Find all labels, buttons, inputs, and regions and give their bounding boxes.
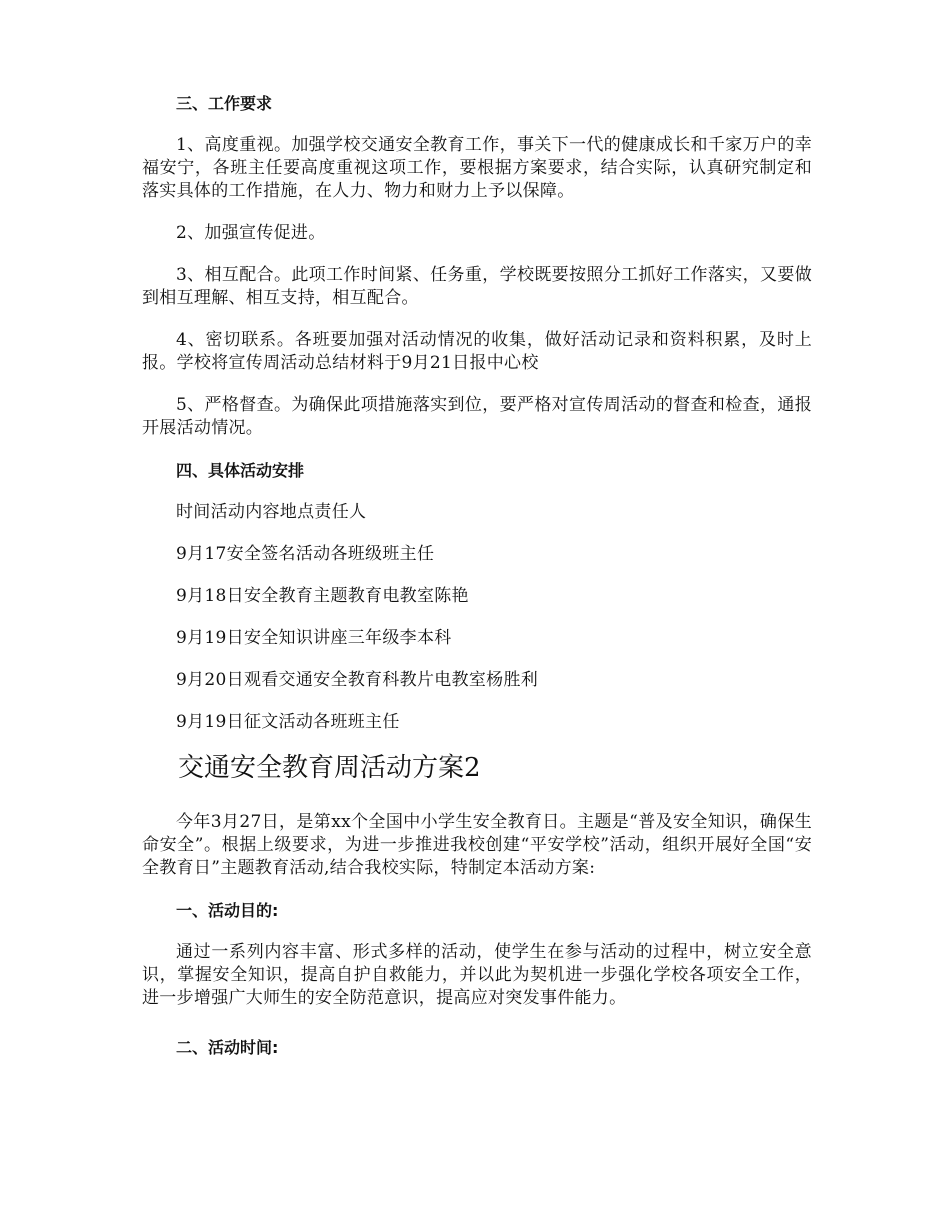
paragraph-item-1: 1、高度重视。加强学校交通安全教育工作，事关下一代的健康成长和千家万户的幸福安宁，各班主任要高度重视这项工作，要根据方案要求，结合实际，认真研究制定和落实具体的工作措施，在人力、物力和财力上予以保障。 <box>142 135 812 201</box>
schedule-header-line: 时间活动内容地点责任人 <box>176 502 367 522</box>
paragraph-item-2: 2、加强宣传促进。 <box>176 223 326 243</box>
document-page <box>142 92 812 1059</box>
paragraph-item-3: 3、相互配合。此项工作时间紧、任务重，学校既要按照分工抓好工作落实，又要做到相互理解、相互支持，相互配合。 <box>142 265 812 308</box>
schedule-line: 9月17安全签名活动各班级班主任 <box>176 544 435 564</box>
section-heading-requirements: 三、工作要求 <box>176 94 273 113</box>
section-heading-time: 二、活动时间: <box>176 1038 279 1057</box>
schedule-line: 9月19日征文活动各班班主任 <box>176 712 400 732</box>
section-heading-schedule: 四、具体活动安排 <box>176 461 305 480</box>
paragraph-item-4: 4、密切联系。各班要加强对活动情况的收集，做好活动记录和资料积累，及时上报。学校将宣传周活动总结材料于9月21日报中心校 <box>142 330 812 373</box>
section-heading-goal: 一、活动目的: <box>176 901 279 920</box>
schedule-line: 9月20日观看交通安全教育科教片电教室杨胜利 <box>176 670 539 690</box>
intro-paragraph: 今年3月27日，是第xx个全国中小学生安全教育日。主题是“普及安全知识，确保生命安全”。根据上级要求，为进一步推进我校创建“平安学校”活动，组织开展好全国“安全教育日”主题教育活动,结合我校实际，特制定本活动方案: <box>142 812 812 878</box>
goal-paragraph: 通过一系列内容丰富、形式多样的活动，使学生在参与活动的过程中，树立安全意识，掌握安全知识，提高自护自救能力，并以此为契机进一步强化学校各项安全工作，进一步增强广大师生的安全防范意识，提高应对突发事件能力。 <box>142 942 812 1008</box>
schedule-line: 9月18日安全教育主题教育电教室陈艳 <box>176 586 469 606</box>
schedule-line: 9月19日安全知识讲座三年级李本科 <box>176 628 452 648</box>
document-title: 交通安全教育周活动方案2 <box>178 753 481 783</box>
paragraph-item-5: 5、严格督查。为确保此项措施落实到位，要严格对宣传周活动的督查和检查，通报开展活动情况。 <box>142 395 812 438</box>
